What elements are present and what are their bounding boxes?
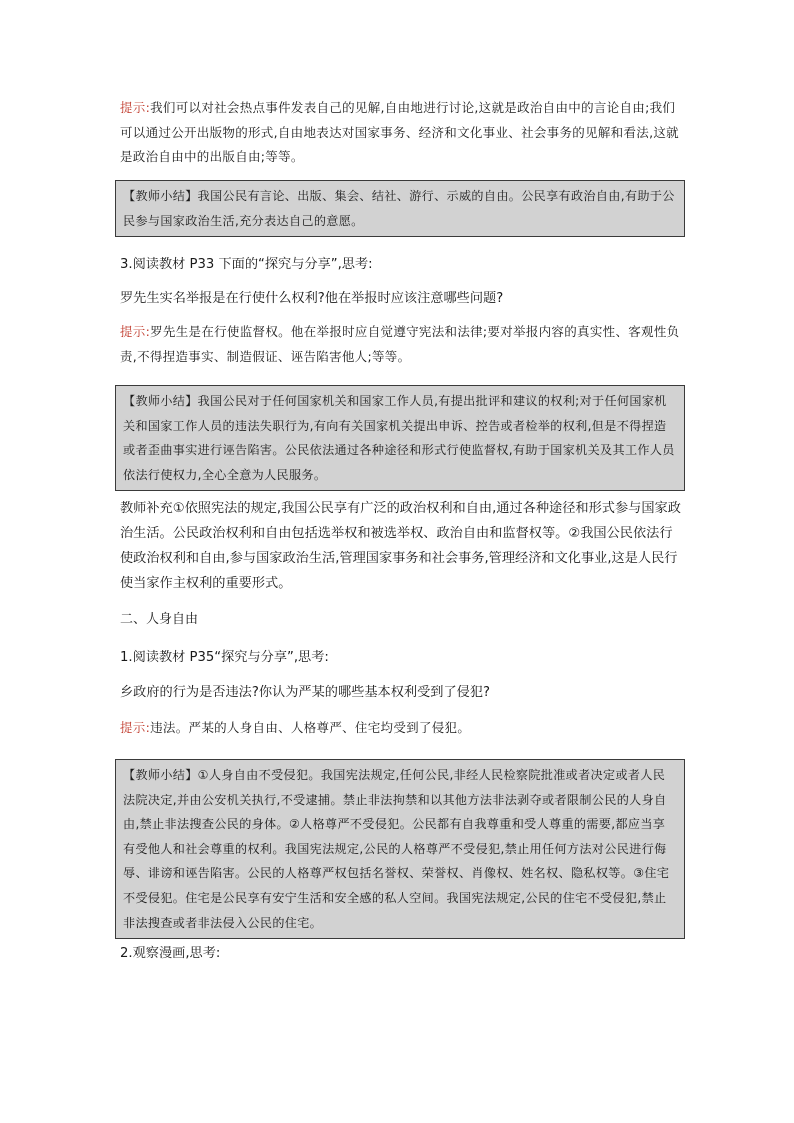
item-1-question: 乡政府的行为是否违法?你认为严某的哪些基本权利受到了侵犯? bbox=[120, 685, 491, 700]
teacher-summary-box: 【教师小结】我国公民对于任何国家机关和国家工作人员,有提出批评和建议的权利;对于任何国家机关和国家工作人员的违法失职行为,有向有关国家机关提出申诉、控告或者检举的权利,但是不得捏造或者歪曲事实进行诬告陷害。公民依法通过各种途径和形式行使监督权,有助于国家机关及其工作人员依法行使权力,全心全意为人民服务。 bbox=[115, 385, 685, 491]
hint-label: 提示: bbox=[120, 720, 151, 735]
teacher-summary-box: 【教师小结】①人身自由不受侵犯。我国宪法规定,任何公民,非经人民检察院批准或者决定或者人民法院决定,并由公安机关执行,不受逮捕。禁止非法拘禁和以其他方法非法剥夺或者限制公民的人身自由,禁止非法搜查公民的身体。②人格尊严不受侵犯。公民都有自我尊重和受人尊重的需要,都应当享有受他人和社会尊重的权利。我国宪法规定,公民的人格尊严不受侵犯,禁止用任何方法对公民进行侮辱、诽谤和诬告陷害。公民的人格尊严权包括名誉权、荣誉权、肖像权、姓名权、隐私权等。③住宅不受侵犯。住宅是公民享有安宁生活和安全感的私人空间。我国宪法规定,公民的住宅不受侵犯,禁止非法搜查或者非法侵入公民的住宅。 bbox=[115, 759, 685, 939]
item-1-title: 1.阅读教材 P35“探究与分享”,思考: bbox=[120, 650, 329, 665]
hint-label: 提示: bbox=[120, 100, 151, 115]
hint-text: 违法。严某的人身自由、人格尊严、住宅均受到了侵犯。 bbox=[150, 720, 471, 735]
item-3-title: 3.阅读教材 P33 下面的“探究与分享”,思考: bbox=[120, 257, 373, 272]
teacher-supplement: 教师补充①依照宪法的规定,我国公民享有广泛的政治权利和自由,通过各种途径和形式参与国家政治生活。公民政治权利和自由包括选举权和被选举权、政治自由和监督权等。②我国公民依法行使政治权利和自由,参与国家政治生活,管理国家事务和社会事务,管理经济和文化事业,这是人民行使当家作主权利的重要形式。 bbox=[120, 501, 681, 591]
hint-label: 提示: bbox=[120, 324, 151, 339]
item-3-question: 罗先生实名举报是在行使什么权利?他在举报时应该注意哪些问题? bbox=[120, 291, 504, 306]
hint-paragraph-person bbox=[120, 716, 682, 741]
hint-text: 我们可以对社会热点事件发表自己的见解,自由地进行讨论,这就是政治自由中的言论自由;我们可以通过公开出版物的形式,自由地表达对国家事务、经济和文化事业、社会事务的见解和看法,这就是政治自由中的出版自由;等等。 bbox=[120, 100, 679, 164]
hint-paragraph-speech bbox=[120, 96, 682, 170]
item-2-title: 2.观察漫画,思考: bbox=[120, 946, 221, 961]
hint-text: 罗先生是在行使监督权。他在举报时应自觉遵守宪法和法律;要对举报内容的真实性、客观性负责,不得捏造事实、制造假证、诬告陷害他人;等等。 bbox=[120, 324, 680, 364]
hint-paragraph-supervision bbox=[120, 320, 682, 369]
section-heading: 二、人身自由 bbox=[120, 612, 199, 627]
teacher-summary-box: 【教师小结】我国公民有言论、出版、集会、结社、游行、示威的自由。公民享有政治自由,有助于公民参与国家政治生活,充分表达自己的意愿。 bbox=[115, 180, 685, 237]
